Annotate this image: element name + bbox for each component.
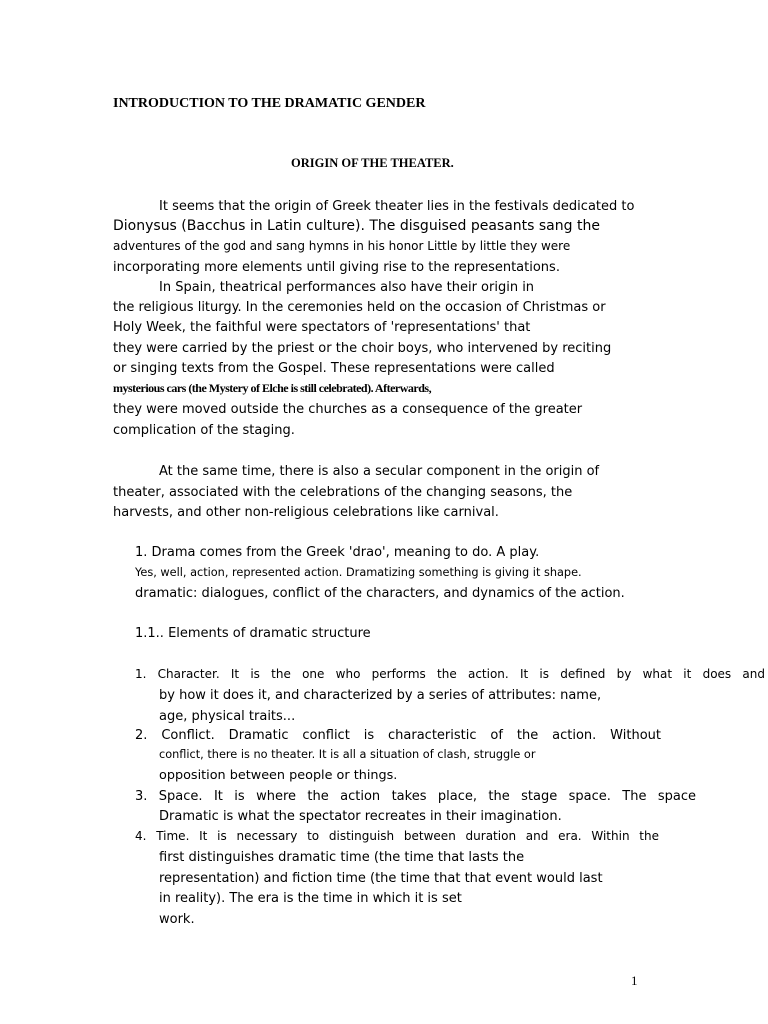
paragraph-2-line-3: Holy Week, the faithful were spectators of 'representations' that: [113, 320, 531, 335]
element-time-line-3: representation) and fiction time (the time that that event would last: [159, 871, 603, 886]
element-time-line-2: first distinguishes dramatic time (the time that lasts the: [159, 850, 525, 865]
paragraph-2-line-8: complication of the staging.: [113, 423, 295, 438]
paragraph-3-line-3: harvests, and other non-religious celebrations like carnival.: [113, 505, 499, 520]
element-character-line-1: 1. Character. It is the one who performs the action. It is defined by what it does and: [135, 667, 765, 681]
document-title: INTRODUCTION TO THE DRAMATIC GENDER: [113, 96, 426, 111]
paragraph-2-line-4: they were carried by the priest or the choir boys, who intervened by reciting: [113, 341, 612, 356]
paragraph-2-line-7: they were moved outside the churches as a consequence of the greater: [113, 402, 583, 417]
paragraph-2-line-5: or singing texts from the Gospel. These representations were called: [113, 361, 555, 376]
section-1-line-1: 1. Drama comes from the Greek 'drao', meaning to do. A play.: [135, 545, 540, 560]
paragraph-1-line-2: Dionysus (Bacchus in Latin culture). The disguised peasants sang the: [113, 218, 600, 234]
element-time-line-4: in reality). The era is the time in which it is set: [159, 891, 462, 906]
element-time-line-1: 4. Time. It is necessary to distinguish between duration and era. Within the: [135, 829, 659, 843]
paragraph-2-line-1: In Spain, theatrical performances also have their origin in: [159, 280, 535, 295]
page-number: 1: [631, 973, 638, 988]
element-space-line-1: 3. Space. It is where the action takes place, the stage space. The space: [135, 789, 696, 804]
element-space-line-2: Dramatic is what the spectator recreates in their imagination.: [159, 809, 562, 824]
paragraph-2-line-6: mysterious cars (the Mystery of Elche is still celebrated). Afterwards,: [113, 381, 432, 395]
paragraph-1-line-3: adventures of the god and sang hymns in his honor Little by little they were: [113, 239, 571, 253]
paragraph-1-line-1: It seems that the origin of Greek theater lies in the festivals dedicated to: [159, 199, 635, 214]
element-conflict-line-1: 2. Conflict. Dramatic conflict is characteristic of the action. Without: [135, 728, 661, 743]
section-1-line-2: Yes, well, action, represented action. Dramatizing something is giving it shape.: [135, 566, 582, 579]
paragraph-3-line-2: theater, associated with the celebrations of the changing seasons, the: [113, 485, 573, 500]
element-conflict-line-2: conflict, there is no theater. It is all a situation of clash, struggle or: [159, 748, 536, 761]
paragraph-3-line-1: At the same time, there is also a secular component in the origin of: [159, 464, 600, 479]
section-subtitle: ORIGIN OF THE THEATER.: [291, 156, 454, 170]
element-time-line-5: work.: [159, 912, 195, 927]
element-character-line-2: by how it does it, and characterized by a series of attributes: name,: [159, 688, 602, 703]
paragraph-2-line-2: the religious liturgy. In the ceremonies held on the occasion of Christmas or: [113, 300, 606, 315]
section-1-line-3: dramatic: dialogues, conflict of the characters, and dynamics of the action.: [135, 586, 625, 601]
paragraph-1-line-4: incorporating more elements until giving rise to the representations.: [113, 260, 560, 275]
section-1-1-heading: 1.1.. Elements of dramatic structure: [135, 626, 371, 641]
element-conflict-line-3: opposition between people or things.: [159, 768, 398, 783]
element-character-line-3: age, physical traits...: [159, 709, 296, 724]
